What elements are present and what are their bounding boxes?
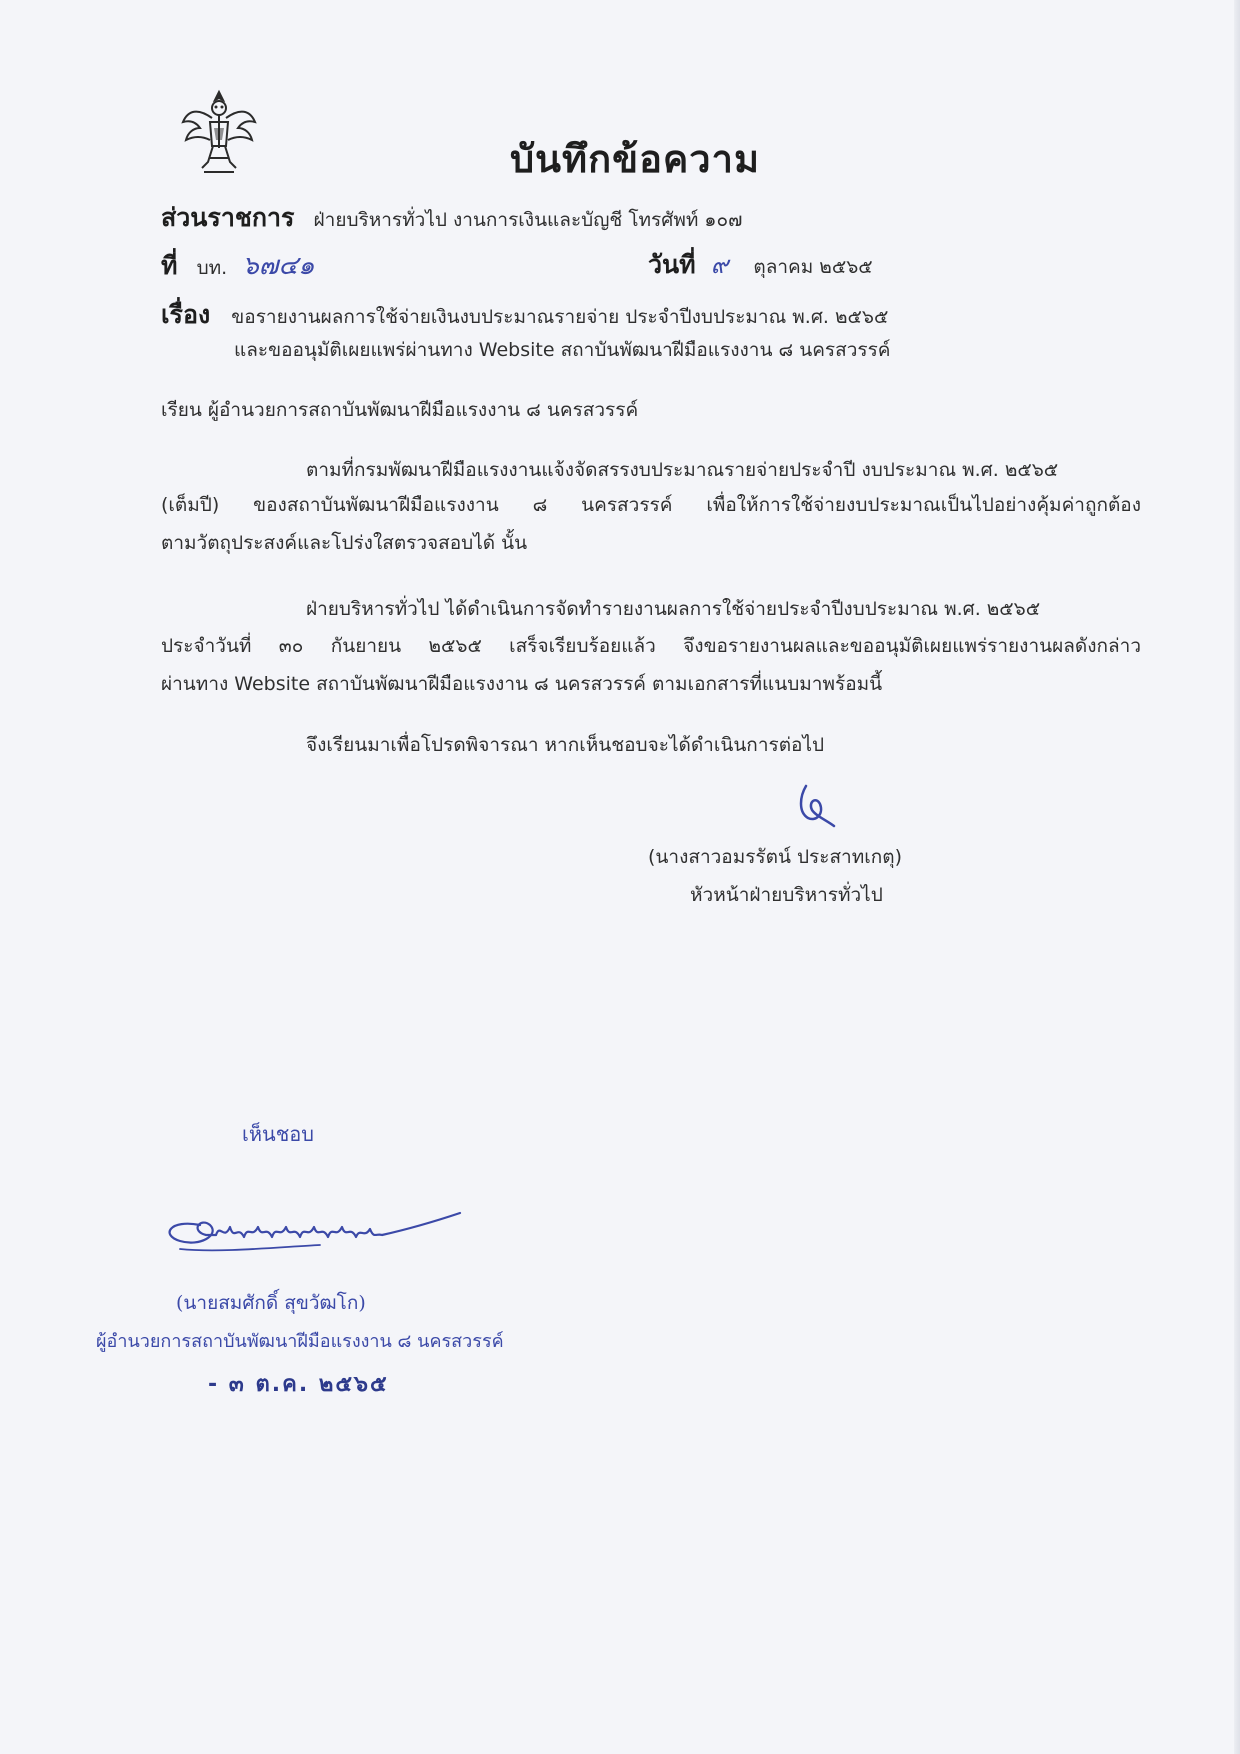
- department-label: ส่วนราชการ: [161, 203, 295, 232]
- paragraph-1-line-3: ตามวัตถุประสงค์และโปร่งใสตรวจสอบได้ นั้น: [161, 532, 528, 554]
- reference-label: ที่: [161, 251, 178, 280]
- date-month-year: ตุลาคม ๒๕๖๕: [753, 256, 873, 278]
- salutation: เรียน ผู้อำนวยการสถาบันพัฒนาฝีมือแรงงาน ๘ นครสวรรค์: [161, 399, 639, 421]
- paragraph-2-line-1: ฝ่ายบริหารทั่วไป ได้ดำเนินการจัดทำรายงานผลการใช้จ่ายประจำปีงบประมาณ พ.ศ. ๒๕๖๕: [306, 598, 1041, 620]
- closing-line: จึงเรียนมาเพื่อโปรดพิจารณา หากเห็นชอบจะได้ดำเนินการต่อไป: [306, 734, 825, 756]
- approval-remark: เห็นชอบ: [242, 1122, 314, 1146]
- approver-name: (นายสมศักดิ์ สุขวัฒโก): [176, 1292, 366, 1314]
- page-edge: [1234, 0, 1240, 1754]
- reference-number-handwritten: ๖๗๔๑: [242, 251, 315, 281]
- paragraph-2-line-3: ผ่านทาง Website สถาบันพัฒนาฝีมือแรงงาน ๘ นครสวรรค์ ตามเอกสารที่แนบมาพร้อมนี้: [161, 673, 883, 695]
- paragraph-1-line-1: ตามที่กรมพัฒนาฝีมือแรงงานแจ้งจัดสรรงบประมาณรายจ่ายประจำปี งบประมาณ พ.ศ. ๒๕๖๕: [306, 459, 1059, 481]
- signer-position: หัวหน้าฝ่ายบริหารทั่วไป: [690, 884, 883, 906]
- paragraph-1-line-2: (เต็มปี) ของสถาบันพัฒนาฝีมือแรงงาน ๘ นครสวรรค์ เพื่อให้การใช้จ่ายงบประมาณเป็นไปอย่างคุ้มค่าถูกต้อง: [161, 494, 1141, 516]
- signer-name: (นางสาวอมรรัตน์ ประสาทเกตุ): [648, 846, 903, 868]
- approver-position: ผู้อำนวยการสถาบันพัฒนาฝีมือแรงงาน ๘ นครสวรรค์: [96, 1331, 504, 1352]
- memo-title: บันทึกข้อความ: [509, 137, 761, 181]
- date-label: วันที่: [648, 250, 696, 279]
- subject-row: [161, 295, 888, 335]
- department-row: [161, 198, 742, 238]
- date-row: [648, 245, 873, 285]
- signer-signature: [790, 782, 840, 832]
- subject-label: เรื่อง: [161, 300, 211, 329]
- department-value: ฝ่ายบริหารทั่วไป งานการเงินและบัญชี โทรศัพท์ ๑๐๗: [313, 209, 743, 231]
- reference-row: [161, 245, 315, 286]
- approver-signature: [160, 1205, 480, 1275]
- paragraph-2-line-2: ประจำวันที่ ๓๐ กันยายน ๒๕๖๕ เสร็จเรียบร้อยแล้ว จึงขอรายงานผลและขออนุมัติเผยแพร่รายงานผลดังกล่าว: [161, 635, 1141, 657]
- reference-prefix: บท.: [196, 257, 228, 279]
- date-day-handwritten: ๙: [710, 251, 729, 279]
- subject-line-2: และขออนุมัติเผยแพร่ผ่านทาง Website สถาบันพัฒนาฝีมือแรงงาน ๘ นครสวรรค์: [234, 339, 891, 361]
- subject-line-1: ขอรายงานผลการใช้จ่ายเงินงบประมาณรายจ่าย ประจำปีงบประมาณ พ.ศ. ๒๕๖๕: [231, 306, 889, 328]
- approval-date-stamp: - ๓ ต.ค. ๒๕๖๕: [208, 1372, 389, 1397]
